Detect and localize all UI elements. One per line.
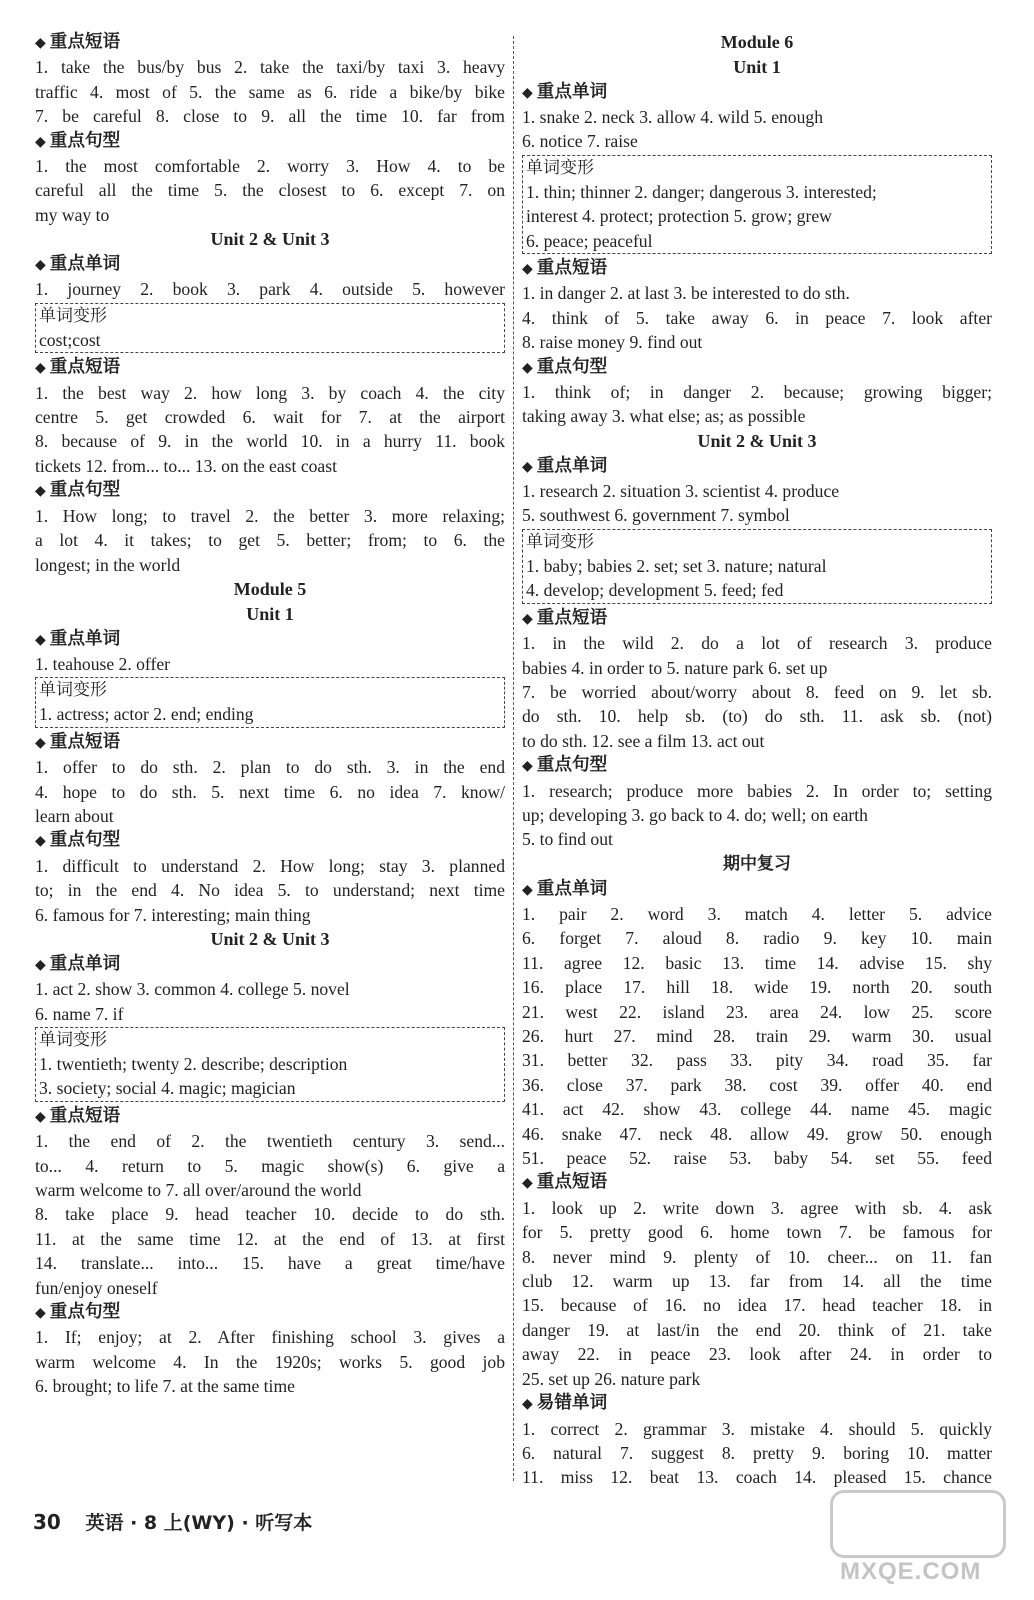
answer-line: 14. translate... into... 15. have a great time/have: [35, 1253, 505, 1274]
answer-line: 1. difficult to understand 2. How long; stay 3. planned: [35, 855, 505, 876]
section-heading: [35, 1300, 505, 1325]
answer-line: 1. How long; to travel 2. the better 3. more relaxing;: [35, 505, 505, 526]
watermark-text: MXQE.COM: [840, 1558, 982, 1585]
section-heading-label: 重点句型: [49, 130, 121, 151]
section-heading-label: 重点短语: [49, 357, 121, 378]
answer-line: 11. agree 12. basic 13. time 14. advise 15. shy: [522, 952, 992, 973]
section-heading-label: 重点单词: [49, 254, 121, 275]
section-heading-label: 重点短语: [536, 1172, 608, 1193]
unit-title: Unit 2 & Unit 3: [210, 928, 330, 949]
diamond-icon: ◆: [522, 458, 533, 475]
word-forms-box: [35, 303, 505, 353]
answer-line: 1. take the bus/by bus 2. take the taxi/by taxi 3. heavy: [35, 57, 505, 78]
word-forms-box: [35, 677, 505, 727]
unit-title: Module 5: [233, 578, 307, 599]
diamond-icon: ◆: [522, 84, 533, 101]
diamond-icon: ◆: [35, 1305, 46, 1322]
word-forms-box: [522, 155, 992, 254]
word-forms-line: interest 4. protect; protection 5. grow; grew: [526, 206, 832, 227]
diamond-icon: ◆: [522, 881, 533, 898]
answer-line: 1. in danger 2. at last 3. be interested to do sth.: [522, 283, 850, 304]
section-heading: [522, 606, 992, 631]
answer-line: learn about: [35, 805, 114, 826]
word-forms-box: [35, 1027, 505, 1102]
section-heading: [35, 252, 505, 277]
answer-line: danger 19. at last/in the end 20. think of 21. take: [522, 1319, 992, 1340]
answer-line: 8. never mind 9. plenty of 10. cheer... on 11. fan: [522, 1246, 992, 1267]
section-heading: [35, 730, 505, 755]
answer-line: 1. teahouse 2. offer: [35, 653, 171, 674]
diamond-icon: ◆: [35, 257, 46, 274]
answer-line: to; in the end 4. No idea 5. to understand; next time: [35, 880, 505, 901]
right-column: [522, 30, 992, 1490]
answer-line: 41. act 42. show 43. college 44. name 45. magic: [522, 1099, 992, 1120]
word-forms-heading: 单词变形: [39, 1030, 107, 1050]
diamond-icon: ◆: [522, 758, 533, 775]
word-forms-line: 3. society; social 4. magic; magician: [39, 1078, 296, 1099]
section-heading: [522, 256, 992, 281]
section-heading-label: 重点句型: [49, 1302, 121, 1323]
answer-line: longest; in the world: [35, 554, 181, 575]
unit-title: Module 6: [720, 32, 794, 52]
answer-line: 6. name 7. if: [35, 1003, 124, 1024]
section-heading: [522, 355, 992, 380]
answer-line: 4. think of 5. take away 6. in peace 7. look after: [522, 307, 992, 328]
answer-line: 16. place 17. hill 18. wide 19. north 20. south: [522, 977, 992, 998]
review-title: 期中复习: [723, 853, 791, 874]
diamond-icon: ◆: [522, 1396, 533, 1413]
section-heading-label: 重点单词: [49, 953, 121, 974]
answer-line: 8. raise money 9. find out: [522, 332, 703, 353]
answer-line: 8. take place 9. head teacher 10. decide to do sth.: [35, 1204, 505, 1225]
answer-line: 1. research; produce more babies 2. In order to; setting: [522, 780, 992, 801]
answer-line: to... 4. return to 5. magic show(s) 6. give a: [35, 1155, 505, 1176]
word-forms-line: 1. thin; thinner 2. danger; dangerous 3. interested;: [526, 181, 877, 202]
answer-line: 11. at the same time 12. at the end of 13. at first: [35, 1228, 505, 1249]
word-forms-box: [522, 529, 992, 604]
answer-line: 6. natural 7. suggest 8. pretty 9. boring 10. matter: [522, 1442, 992, 1463]
answer-line: fun/enjoy oneself: [35, 1277, 158, 1298]
left-column: [35, 30, 505, 1399]
answer-line: 5. to find out: [522, 829, 613, 850]
word-forms-heading: 单词变形: [39, 305, 107, 326]
diamond-icon: ◆: [35, 833, 46, 850]
word-forms-heading: 单词变形: [39, 680, 107, 701]
answer-line: 25. set up 26. nature park: [522, 1368, 701, 1389]
unit-title: Unit 1: [246, 603, 294, 624]
answer-line: do sth. 10. help sb. (to) do sth. 11. ask sb. (not): [522, 706, 992, 727]
answer-line: 36. close 37. park 38. cost 39. offer 40. end: [522, 1074, 992, 1095]
answer-line: warm welcome 4. In the 1920s; works 5. good job: [35, 1351, 505, 1372]
answer-line: my way to: [35, 204, 110, 225]
answer-line: 1. look up 2. write down 3. agree with sb. 4. ask: [522, 1197, 992, 1218]
diamond-icon: ◆: [35, 631, 46, 648]
answer-line: up; developing 3. go back to 4. do; well; on earth: [522, 804, 868, 825]
diamond-icon: ◆: [35, 483, 46, 500]
answer-line: 15. because of 16. no idea 17. head teacher 18. in: [522, 1295, 992, 1316]
answer-line: 4. hope to do sth. 5. next time 6. no idea 7. know/: [35, 781, 505, 802]
answer-line: 46. snake 47. neck 48. allow 49. grow 50. enough: [522, 1123, 992, 1144]
answer-line: taking away 3. what else; as; as possible: [522, 406, 806, 427]
section-heading: [522, 877, 992, 902]
column-divider: [513, 36, 514, 1481]
word-forms-line: 4. develop; development 5. feed; fed: [526, 580, 784, 601]
word-forms-line: 6. peace; peaceful: [526, 230, 653, 251]
diamond-icon: ◆: [522, 261, 533, 278]
answer-line: 7. be worried about/worry about 8. feed on 9. let sb.: [522, 681, 992, 702]
answer-line: 1. correct 2. grammar 3. mistake 4. should 5. quickly: [522, 1418, 992, 1439]
answer-line: traffic 4. most of 5. the same as 6. ride a bike/by bike: [35, 81, 505, 102]
answer-line: 1. offer to do sth. 2. plan to do sth. 3. in the end: [35, 757, 505, 778]
answer-line: 31. better 32. pass 33. pity 34. road 35. far: [522, 1050, 992, 1071]
word-forms-line: 1. baby; babies 2. set; set 3. nature; natural: [526, 555, 827, 576]
diamond-icon: ◆: [522, 359, 533, 376]
section-heading: [35, 627, 505, 652]
answer-line: 11. miss 12. beat 13. coach 14. pleased 15. chance: [522, 1467, 992, 1488]
diamond-icon: ◆: [35, 734, 46, 751]
section-heading: [35, 952, 505, 977]
diamond-icon: ◆: [35, 133, 46, 150]
answer-line: 1. think of; in danger 2. because; growing bigger;: [522, 382, 992, 403]
answer-line: warm welcome to 7. all over/around the world: [35, 1180, 362, 1201]
section-heading: [35, 828, 505, 853]
diamond-icon: ◆: [35, 956, 46, 973]
answer-line: careful all the time 5. the closest to 6. except 7. on: [35, 180, 505, 201]
section-heading-label: 重点短语: [49, 1105, 121, 1126]
answer-line: for 5. pretty good 6. home town 7. be famous for: [522, 1222, 992, 1243]
section-heading: [35, 1104, 505, 1129]
answer-line: 1. act 2. show 3. common 4. college 5. novel: [35, 979, 350, 1000]
answer-line: 1. journey 2. book 3. park 4. outside 5. however: [35, 279, 505, 300]
diamond-icon: ◆: [522, 610, 533, 627]
watermark-box: [830, 1490, 1006, 1558]
page-footer: [33, 1508, 312, 1535]
section-heading: [35, 129, 505, 154]
section-heading: [522, 753, 992, 778]
answer-line: 7. be careful 8. close to 9. all the time 10. far from: [35, 106, 505, 127]
section-heading-label: 易错单词: [536, 1393, 608, 1414]
answer-line: 1. snake 2. neck 3. allow 4. wild 5. enough: [522, 107, 823, 127]
section-heading-label: 重点短语: [536, 258, 608, 279]
section-heading-label: 重点句型: [49, 480, 121, 501]
section-heading-label: 重点短语: [536, 607, 608, 628]
footer-title: 英语 · 8 上(WY) · 听写本: [85, 1512, 313, 1534]
answer-line: 1. the end of 2. the twentieth century 3. send...: [35, 1131, 505, 1152]
word-forms-line: cost;cost: [39, 329, 101, 350]
word-forms-line: 1. actress; actor 2. end; ending: [39, 704, 254, 725]
answer-line: 26. hurt 27. mind 28. train 29. warm 30. usual: [522, 1026, 992, 1046]
answer-line: 6. brought; to life 7. at the same time: [35, 1376, 295, 1397]
answer-line: 1. the best way 2. how long 3. by coach 4. the city: [35, 382, 505, 403]
answer-line: 5. southwest 6. government 7. symbol: [522, 505, 790, 526]
answer-line: 1. the most comfortable 2. worry 3. How 4. to be: [35, 156, 505, 177]
answer-line: tickets 12. from... to... 13. on the east coast: [35, 455, 337, 476]
section-heading-label: 重点句型: [536, 755, 608, 776]
unit-title: Unit 2 & Unit 3: [697, 430, 817, 451]
answer-line: 8. because of 9. in the world 10. in a hurry 11. book: [35, 431, 505, 452]
answer-line: babies 4. in order to 5. nature park 6. set up: [522, 657, 828, 678]
section-heading-label: 重点单词: [49, 628, 121, 649]
section-heading-label: 重点短语: [49, 32, 121, 52]
answer-line: 1. in the wild 2. do a lot of research 3. produce: [522, 633, 992, 654]
answer-line: to do sth. 12. see a film 13. act out: [522, 730, 765, 751]
unit-title: Unit 1: [733, 56, 781, 77]
answer-line: away 22. in peace 23. look after 24. in order to: [522, 1344, 992, 1365]
answer-line: 1. If; enjoy; at 2. After finishing school 3. gives a: [35, 1327, 505, 1348]
diamond-icon: ◆: [35, 1108, 46, 1125]
section-heading: [522, 454, 992, 479]
answer-line: centre 5. get crowded 6. wait for 7. at the airport: [35, 407, 505, 428]
answer-line: 51. peace 52. raise 53. baby 54. set 55. feed: [522, 1148, 992, 1169]
section-heading: [35, 355, 505, 380]
section-heading-label: 重点短语: [49, 731, 121, 752]
section-heading: [522, 80, 992, 105]
answer-line: 21. west 22. island 23. area 24. low 25. score: [522, 1001, 992, 1022]
diamond-icon: ◆: [35, 360, 46, 377]
answer-line: 6. notice 7. raise: [522, 131, 638, 152]
section-heading: [35, 30, 505, 55]
word-forms-heading: 单词变形: [526, 531, 594, 552]
section-heading: [35, 478, 505, 503]
section-heading-label: 重点句型: [49, 830, 121, 851]
word-forms-line: 1. twentieth; twenty 2. describe; description: [39, 1054, 348, 1074]
answer-line: a lot 4. it takes; to get 5. better; from; to 6. the: [35, 530, 505, 551]
watermark-logo: [830, 1490, 1020, 1590]
answer-line: 6. forget 7. aloud 8. radio 9. key 10. main: [522, 928, 992, 949]
answer-line: 1. pair 2. word 3. match 4. letter 5. advice: [522, 903, 992, 924]
page-number: 30: [33, 1510, 61, 1534]
diamond-icon: ◆: [522, 1175, 533, 1192]
section-heading-label: 重点单词: [536, 878, 608, 899]
section-heading: [522, 1170, 992, 1195]
unit-title: Unit 2 & Unit 3: [210, 229, 330, 250]
answer-line: club 12. warm up 13. far from 14. all the time: [522, 1271, 992, 1292]
section-heading: [522, 1391, 992, 1416]
answer-line: 1. research 2. situation 3. scientist 4. produce: [522, 481, 840, 502]
section-heading-label: 重点单词: [536, 81, 608, 102]
word-forms-heading: 单词变形: [526, 157, 594, 178]
section-heading-label: 重点句型: [536, 356, 608, 377]
section-heading-label: 重点单词: [536, 455, 608, 476]
diamond-icon: ◆: [35, 35, 46, 51]
answer-line: 6. famous for 7. interesting; main thing: [35, 904, 311, 925]
